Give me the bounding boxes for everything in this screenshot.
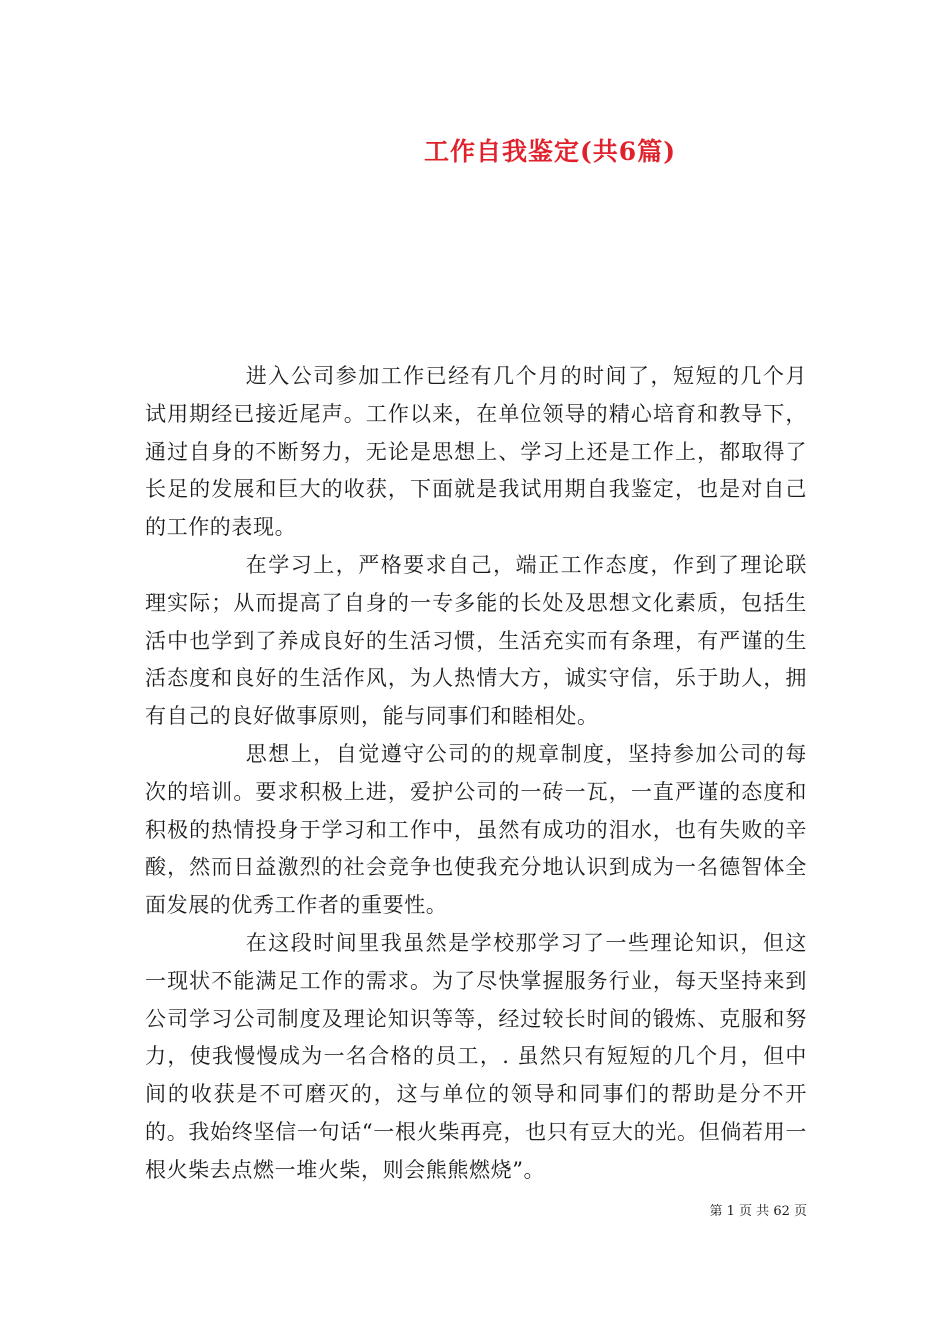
document-body [145, 358, 807, 1190]
paragraph-2: 在学习上，严格要求自己，端正工作态度，作到了理论联理实际；从而提高了自身的一专多能的长处及思想文化素质，包括生活中也学到了养成良好的生活习惯，生活充实而有条理，有严谨的生活态度和良好的生活作风，为人热情大方，诚实守信，乐于助人，拥有自己的良好做事原则，能与同事们和睦相处。 [145, 552, 807, 729]
document-title: 工作自我鉴定(共6篇) [423, 137, 677, 166]
paragraph-4: 在这段时间里我虽然是学校那学习了一些理论知识，但这一现状不能满足工作的需求。为了尽快掌握服务行业，每天坚持来到公司学习公司制度及理论知识等等，经过较长时间的锻炼、克服和努力，使我慢慢成为一名合格的员工，. 虽然只有短短的几个月，但中间的收获是不可磨灭的，这与单位的领导和同事们的帮助是分不开的。我始终坚信一句话“一根火柴再亮，也只有豆大的光。但倘若用一根火柴去点燃一堆火柴，则会熊熊燃烧”。 [145, 930, 807, 1182]
paragraph-3: 思想上，自觉遵守公司的的规章制度，坚持参加公司的每次的培训。要求积极上进，爱护公司的一砖一瓦，一直严谨的态度和积极的热情投身于学习和工作中，虽然有成功的泪水，也有失败的辛酸，然而日益激烈的社会竞争也使我充分地认识到成为一名德智体全面发展的优秀工作者的重要性。 [145, 741, 807, 918]
page-number: 第 1 页 共 62 页 [709, 1204, 807, 1219]
paragraph-1: 进入公司参加工作已经有几个月的时间了，短短的几个月试用期经已接近尾声。工作以来，在单位领导的精心培育和教导下，通过自身的不断努力，无论是思想上、学习上还是工作上，都取得了长足的发展和巨大的收获，下面就是我试用期自我鉴定，也是对自己的工作的表现。 [145, 364, 807, 540]
